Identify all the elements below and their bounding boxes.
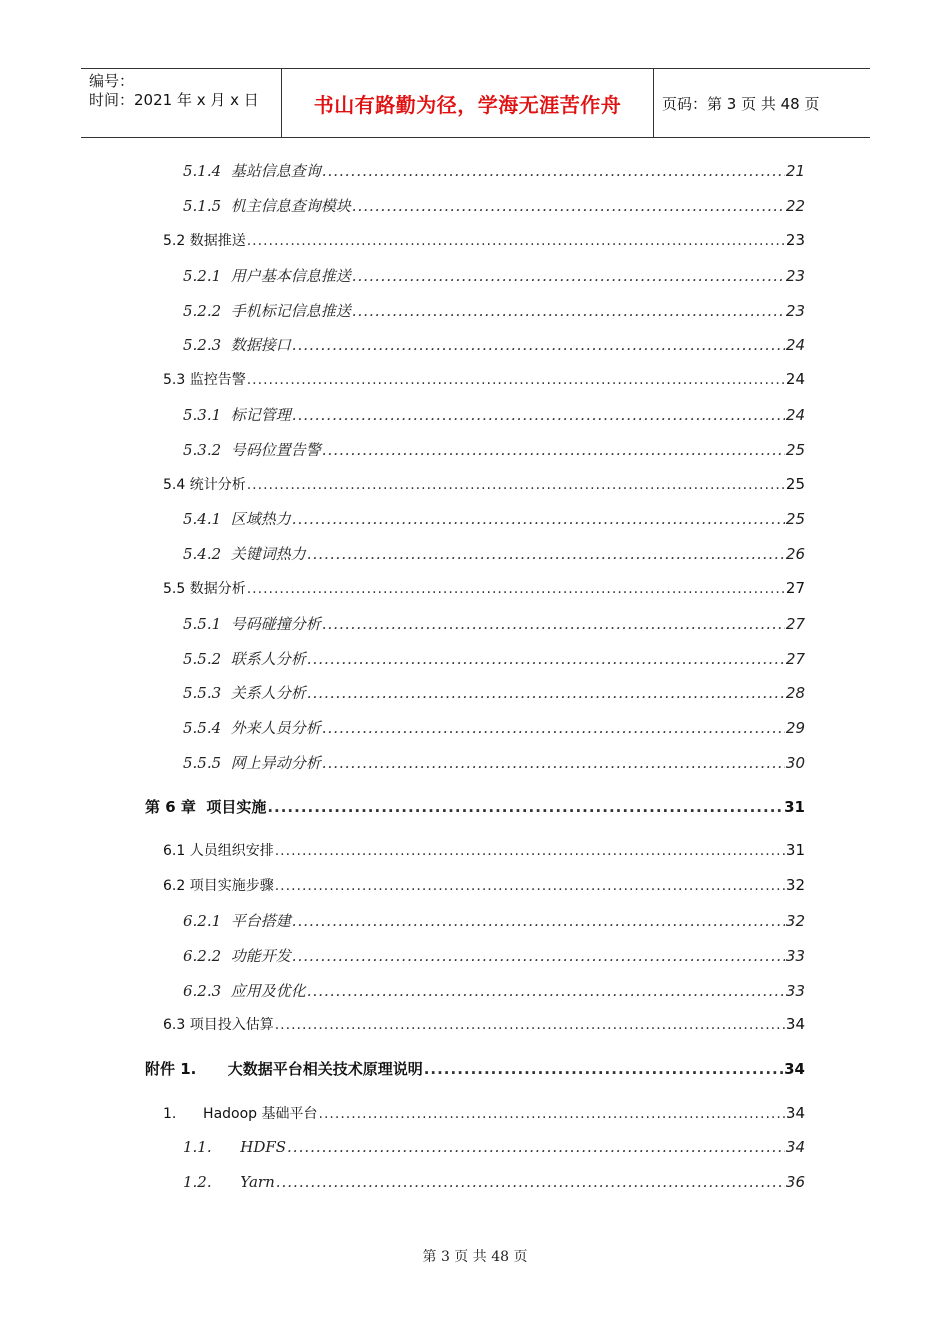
toc-entry-page-number: 31	[785, 841, 805, 859]
toc-entry[interactable]	[163, 875, 805, 895]
header-meta	[81, 69, 281, 137]
toc-entry[interactable]	[163, 474, 805, 494]
toc-leader-dots	[247, 372, 785, 388]
toc-entry-title: 6.2.2 功能开发	[183, 947, 291, 965]
toc-entry-title: 5.5.1 号码碰撞分析	[183, 615, 321, 633]
toc-entry[interactable]	[183, 334, 805, 355]
toc-entry-page-number: 32	[785, 876, 805, 894]
toc-entry-page-number: 23	[785, 267, 805, 285]
toc-leader-dots	[352, 302, 785, 320]
toc-entry-page-number: 24	[785, 370, 805, 388]
toc-entry[interactable]	[183, 1138, 805, 1156]
toc-entry-title: 6.2 项目实施步骤	[163, 878, 274, 894]
toc-entry[interactable]	[163, 578, 805, 598]
toc-entry-title: 5.1.4 基站信息查询	[183, 162, 321, 180]
toc-leader-dots	[322, 754, 785, 772]
toc-entry-page-number: 25	[785, 441, 805, 459]
toc-entry[interactable]	[145, 796, 805, 817]
toc-entry[interactable]	[183, 1173, 805, 1191]
toc-entry-page-number: 29	[785, 719, 805, 737]
toc-entry-title: 1.2. Yarn	[183, 1173, 275, 1191]
toc-leader-dots	[276, 1173, 785, 1191]
toc-entry-page-number: 31	[784, 798, 805, 816]
toc-entry[interactable]	[183, 980, 805, 1001]
toc-entry[interactable]	[183, 717, 805, 738]
toc-entry-page-number: 27	[785, 650, 805, 668]
toc-entry[interactable]	[163, 369, 805, 389]
toc-entry-page-number: 28	[785, 684, 805, 702]
toc-leader-dots	[424, 1060, 783, 1078]
toc-leader-dots	[247, 477, 785, 493]
toc-entry-page-number: 33	[785, 982, 805, 1000]
toc-entry-title: 5.4 统计分析	[163, 477, 246, 493]
toc-entry-page-number: 27	[785, 615, 805, 633]
toc-entry-page-number: 30	[785, 754, 805, 772]
toc-entry-page-number: 36	[785, 1173, 805, 1191]
toc-entry-page-number: 32	[785, 912, 805, 930]
toc-entry-title: 5.5.5 网上异动分析	[183, 754, 321, 772]
toc-entry[interactable]	[183, 682, 805, 703]
toc-leader-dots	[275, 1017, 785, 1033]
toc-leader-dots	[307, 684, 785, 702]
toc-leader-dots	[307, 650, 785, 668]
toc-entry-title: 附件 1. 大数据平台相关技术原理说明	[145, 1060, 423, 1078]
toc-entry[interactable]	[183, 265, 805, 286]
toc-entry-title: 5.5.2 联系人分析	[183, 650, 306, 668]
toc-entry-title: 1. Hadoop 基础平台	[163, 1106, 318, 1122]
toc-entry-title: 5.5 数据分析	[163, 581, 246, 597]
toc-entry[interactable]	[183, 404, 805, 425]
toc-entry-page-number: 22	[785, 197, 805, 215]
toc-entry[interactable]	[183, 508, 805, 529]
toc-leader-dots	[292, 912, 785, 930]
toc-entry-title: 5.4.2 关键词热力	[183, 545, 306, 563]
toc-entry-title: 5.1.5 机主信息查询模块	[183, 197, 351, 215]
toc-entry-title: 5.5.4 外来人员分析	[183, 719, 321, 737]
toc-entry[interactable]	[145, 1058, 805, 1079]
toc-entry-title: 5.3.1 标记管理	[183, 406, 291, 424]
toc-leader-dots	[322, 162, 785, 180]
toc-leader-dots	[287, 1138, 785, 1156]
toc-leader-dots	[267, 798, 783, 816]
toc-entry[interactable]	[163, 1014, 805, 1034]
toc-entry-page-number: 27	[785, 579, 805, 597]
toc-entry[interactable]	[183, 648, 805, 669]
toc-entry-page-number: 33	[785, 947, 805, 965]
header-page-number: 页码：第 3 页 共 48 页	[662, 94, 820, 113]
page-footer: 第 3 页 共 48 页	[422, 1249, 528, 1265]
toc-entry[interactable]	[183, 752, 805, 773]
page-header	[81, 68, 870, 138]
toc-leader-dots	[352, 197, 785, 215]
toc-entry[interactable]	[163, 840, 805, 860]
toc-entry-title: 5.3 监控告警	[163, 372, 246, 388]
toc-leader-dots	[322, 615, 785, 633]
toc-entry-title: 1.1. HDFS	[183, 1138, 287, 1156]
toc-entry[interactable]	[183, 945, 805, 966]
toc-entry-page-number: 25	[785, 475, 805, 493]
toc-entry-title: 5.5.3 关系人分析	[183, 684, 306, 702]
toc-entry-title: 6.1 人员组织安排	[163, 843, 274, 859]
toc-leader-dots	[352, 267, 785, 285]
toc-entry[interactable]	[183, 439, 805, 460]
toc-leader-dots	[319, 1106, 785, 1122]
toc-leader-dots	[247, 233, 785, 249]
toc-leader-dots	[307, 982, 785, 1000]
toc-leader-dots	[307, 545, 785, 563]
toc-entry[interactable]	[183, 195, 805, 216]
document-time-label: 时间：2021 年 x 月 x 日	[89, 91, 259, 109]
toc-entry-title: 5.4.1 区域热力	[183, 510, 291, 528]
toc-leader-dots	[292, 336, 785, 354]
toc-entry-page-number: 26	[785, 545, 805, 563]
toc-entry[interactable]	[183, 160, 805, 181]
toc-entry-page-number: 34	[785, 1015, 805, 1033]
toc-entry-page-number: 21	[785, 162, 805, 180]
toc-entry[interactable]	[163, 1103, 805, 1123]
toc-entry-title: 6.2.3 应用及优化	[183, 982, 306, 1000]
header-slogan: 书山有路勤为径，学海无涯苦作舟	[281, 69, 654, 137]
toc-entry-page-number: 34	[785, 1138, 805, 1156]
toc-entry[interactable]	[183, 910, 805, 931]
toc-leader-dots	[322, 719, 785, 737]
toc-entry-page-number: 25	[785, 510, 805, 528]
toc-leader-dots	[292, 510, 785, 528]
toc-leader-dots	[275, 843, 785, 859]
toc-entry-title: 5.2.3 数据接口	[183, 336, 291, 354]
toc-entry-page-number: 23	[785, 231, 805, 249]
toc-entry-title: 5.2 数据推送	[163, 233, 246, 249]
toc-entry-page-number: 24	[785, 406, 805, 424]
document-number-label: 编号：	[89, 72, 135, 90]
toc-entry-title: 6.2.1 平台搭建	[183, 912, 291, 930]
toc-entry[interactable]	[163, 230, 805, 250]
toc-leader-dots	[275, 878, 785, 894]
toc-entry[interactable]	[183, 613, 805, 634]
toc-entry-page-number: 34	[784, 1060, 805, 1078]
toc-leader-dots	[322, 441, 785, 459]
toc-entry[interactable]	[183, 543, 805, 564]
toc-leader-dots	[292, 947, 785, 965]
toc-entry[interactable]	[183, 300, 805, 321]
toc-entry-title: 5.3.2 号码位置告警	[183, 441, 321, 459]
toc-entry-page-number: 34	[785, 1104, 805, 1122]
toc-entry-page-number: 24	[785, 336, 805, 354]
toc-entry-title: 5.2.1 用户基本信息推送	[183, 267, 351, 285]
toc-leader-dots	[247, 581, 785, 597]
toc-entry-title: 第 6 章 项目实施	[145, 798, 267, 816]
toc-entry-title: 5.2.2 手机标记信息推送	[183, 302, 351, 320]
toc-leader-dots	[292, 406, 785, 424]
toc-entry-title: 6.3 项目投入估算	[163, 1017, 274, 1033]
toc-entry-page-number: 23	[785, 302, 805, 320]
